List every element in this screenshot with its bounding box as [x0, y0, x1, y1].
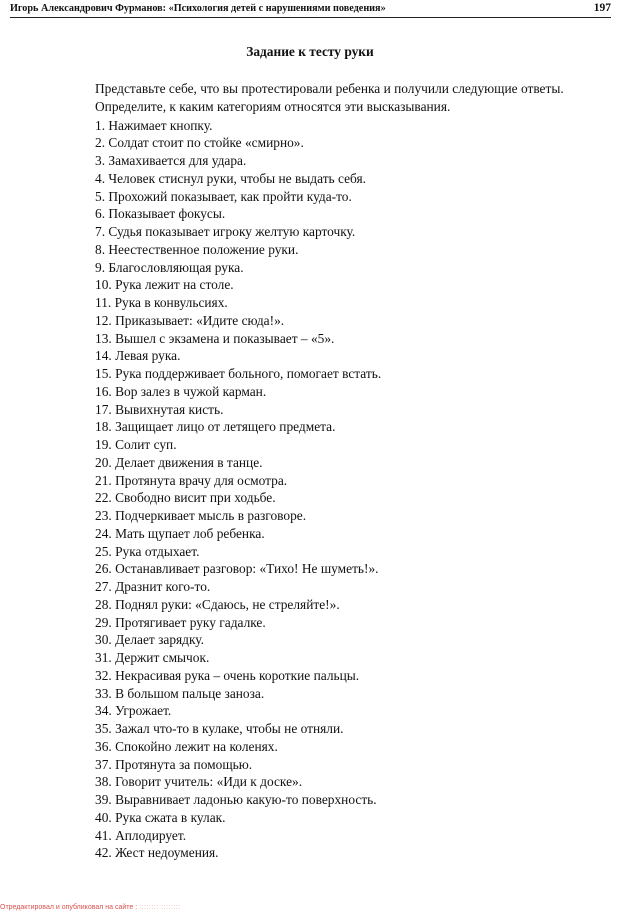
header-rule	[10, 17, 611, 18]
intro-line: Представьте себе, что вы протестировали ребенка и получили следующие ответы.	[95, 81, 564, 96]
list-item: 2. Солдат стоит по стойке «смирно».	[95, 135, 304, 151]
intro-line: Определите, к каким категориям относятся эти высказывания.	[95, 98, 451, 114]
list-item: 34. Угрожает.	[95, 703, 172, 719]
list-item: 18. Защищает лицо от летящего предмета.	[95, 419, 336, 435]
list-item: 9. Благословляющая рука.	[95, 259, 244, 275]
list-item: 35. Зажал что-то в кулаке, чтобы не отняли.	[95, 721, 344, 736]
list-item: 11. Рука в конвульсиях.	[95, 295, 228, 310]
list-item: 5. Прохожий показывает, как пройти куда-то.	[95, 188, 352, 204]
list-item: 33. В большом пальце заноза.	[95, 685, 265, 701]
list-item: 32. Некрасивая рука – очень короткие пальцы.	[95, 667, 360, 683]
list-item: 26. Останавливает разговор: «Тихо! Не шуметь!».	[95, 561, 379, 577]
list-item: 10. Рука лежит на столе.	[95, 277, 234, 293]
running-header	[10, 2, 611, 18]
list-item: 30. Делает зарядку.	[95, 632, 205, 648]
list-item: 37. Протянута за помощью.	[95, 756, 253, 772]
list-item: 25. Рука отдыхает.	[95, 543, 200, 559]
footer-watermark	[0, 903, 181, 913]
list-item: 24. Мать щупает лоб ребенка.	[95, 525, 265, 541]
list-item: 4. Человек стиснул руки, чтобы не выдать себя.	[95, 170, 367, 186]
list-item: 38. Говорит учитель: «Иди к доске».	[95, 774, 303, 790]
list-item: 42. Жест недоумения.	[95, 845, 219, 861]
list-item: 40. Рука сжата в кулак.	[95, 809, 226, 825]
list-item: 13. Вышел с экзамена и показывает – «5».	[95, 330, 335, 346]
list-item: 7. Судья показывает игроку желтую карточку.	[95, 224, 356, 239]
page-number: 197	[593, 2, 611, 14]
intro-paragraph	[95, 80, 595, 116]
list-item: 28. Поднял руки: «Сдаюсь, не стреляйте!».	[95, 596, 340, 612]
list-item: 41. Аплодирует.	[95, 827, 187, 843]
list-item: 1. Нажимает кнопку.	[95, 117, 213, 133]
list-item: 8. Неестественное положение руки.	[95, 241, 299, 257]
watermark-text: Отредактировал и опубликовал на сайте :	[0, 904, 138, 911]
list-item: 29. Протягивает руку гадалке.	[95, 614, 266, 630]
list-item: 6. Показывает фокусы.	[95, 206, 226, 222]
section-title: Задание к тесту руки	[246, 44, 374, 59]
list-item: 39. Выравнивает ладонью какую-то поверхность.	[95, 792, 377, 807]
running-title: Игорь Александрович Фурманов: «Психология детей с нарушениями поведения»	[10, 3, 386, 14]
list-item: 14. Левая рука.	[95, 348, 181, 364]
list-item: 36. Спокойно лежит на коленях.	[95, 738, 278, 754]
list-item: 15. Рука поддерживает больного, помогает встать.	[95, 366, 382, 381]
watermark-link-blurred: :::::::: ::::::::	[139, 904, 181, 911]
statements-list	[95, 117, 381, 863]
list-item: 23. Подчеркивает мысль в разговоре.	[95, 508, 307, 523]
list-item: 3. Замахивается для удара.	[95, 153, 247, 168]
list-item: 19. Солит суп.	[95, 437, 177, 452]
list-item: 12. Приказывает: «Идите сюда!».	[95, 312, 285, 328]
list-item: 21. Протянута врачу для осмотра.	[95, 472, 288, 488]
list-item: 16. Вор залез в чужой карман.	[95, 383, 267, 399]
list-item: 22. Свободно висит при ходьбе.	[95, 490, 276, 506]
list-item: 31. Держит смычок.	[95, 650, 210, 665]
list-item: 17. Вывихнутая кисть.	[95, 401, 224, 417]
list-item: 27. Дразнит кого-то.	[95, 579, 211, 594]
list-item: 20. Делает движения в танце.	[95, 454, 263, 470]
